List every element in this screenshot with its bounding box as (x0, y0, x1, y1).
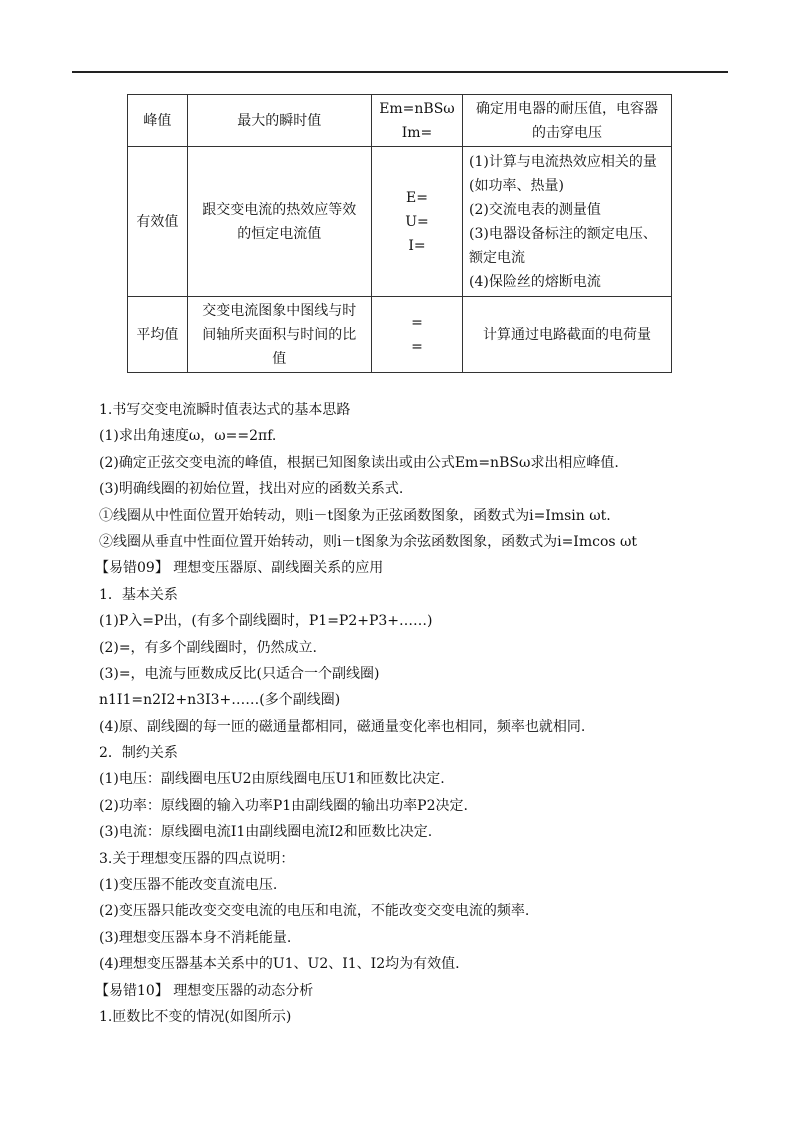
text-line: (1)P入=P出，(有多个副线圈时，P1=P2+P3+……) (99, 613, 433, 630)
text-line: (3)=，电流与匝数成反比(只适合一个副线圈) (99, 665, 380, 682)
text-line: ①线圈从中性面位置开始转动，则i－t图象为正弦函数图象，函数式为i=Imsin ωt. (99, 507, 611, 524)
cell-line: (如功率、热量) (469, 177, 564, 194)
header-rule (72, 71, 728, 73)
table-cell-name: 峰值 (128, 95, 188, 147)
section-heading: 3.关于理想变压器的四点说明： (99, 850, 295, 867)
table-cell-meaning (187, 147, 371, 297)
section-heading: 2．制约关系 (99, 745, 178, 762)
table-cell-application (463, 95, 672, 147)
table-cell-meaning (187, 95, 371, 147)
mistake-label-10: 【易错10】 理想变压器的动态分析 (95, 982, 314, 999)
cell-line: 确定用电器的耐压值，电容器 (476, 100, 659, 117)
cell-line: (1)计算与电流热效应相关的量 (469, 153, 657, 170)
text-line: (4)理想变压器基本关系中的U1、U2、I1、I2均为有效值. (99, 956, 460, 973)
text-line: (2)变压器只能改变交变电流的电压和电流，不能改变交变电流的频率. (99, 903, 530, 920)
section-heading: 1.匝数比不变的情况(如图所示) (99, 1008, 292, 1025)
cell-line: 的恒定电流值 (237, 225, 322, 242)
cell-line: = (411, 314, 423, 331)
text-line: (1)电压：副线圈电压U2由原线圈电压U1和匝数比决定. (99, 771, 445, 788)
text-line: ②线圈从垂直中性面位置开始转动，则i－t图象为余弦函数图象，函数式为i=Imcos ωt (99, 533, 638, 550)
cell-line: 的击穿电压 (532, 124, 603, 141)
cell-line: Im= (401, 124, 433, 141)
table-row (128, 297, 672, 373)
cell-line: U= (405, 213, 429, 230)
table-cell-formula (371, 297, 462, 373)
table-cell-name: 平均值 (128, 297, 188, 373)
text-line: (2)功率：原线圈的输入功率P1由副线圈的输出功率P2决定. (99, 797, 468, 814)
text-line: (3)电流：原线圈电流I1由副线圈电流I2和匝数比决定. (99, 824, 433, 841)
cell-line: 跟交变电流的热效应等效 (202, 201, 357, 218)
cell-line: 值 (272, 350, 287, 367)
cell-line: (3)电器设备标注的额定电压、 (469, 225, 657, 242)
text-line: (4)原、副线圈的每一匝的磁通量都相同，磁通量变化率也相同，频率也就相同. (99, 718, 586, 735)
text-line: (2)确定正弦交变电流的峰值，根据已知图象读出或由公式Em=nBSω求出相应峰值. (99, 454, 619, 471)
cell-line: I= (408, 237, 426, 254)
cell-line: Em=nBSω (379, 100, 455, 117)
text-line: (3)明确线圈的初始位置，找出对应的函数关系式. (99, 481, 404, 498)
table-cell-meaning (187, 297, 371, 373)
cell-line: 交变电流图象中图线与时 (202, 302, 357, 319)
text-line: (1)求出角速度ω，ω==2πf. (99, 428, 277, 445)
cell-line: 计算通过电路截面的电荷量 (483, 326, 652, 343)
cell-line: 最大的瞬时值 (237, 112, 322, 129)
cell-line: = (411, 338, 423, 355)
body-text (95, 397, 739, 1030)
cell-line: 间轴所夹面积与时间的比 (202, 326, 357, 343)
ac-values-table (127, 94, 672, 373)
table-cell-formula (371, 147, 462, 297)
table-cell-name: 有效值 (128, 147, 188, 297)
table-row (128, 95, 672, 147)
text-line: (1)变压器不能改变直流电压. (99, 877, 278, 894)
cell-line: E= (405, 189, 428, 206)
table-cell-application (463, 147, 672, 297)
cell-line: (4)保险丝的熔断电流 (469, 273, 601, 290)
mistake-label-09: 【易错09】 理想变压器原、副线圈关系的应用 (95, 560, 384, 577)
section-heading: 1．基本关系 (99, 586, 178, 603)
table-row (128, 147, 672, 297)
cell-line: 额定电流 (469, 249, 526, 266)
text-line: n1I1=n2I2+n3I3+……(多个副线圈) (99, 692, 341, 709)
table-cell-formula (371, 95, 462, 147)
table-cell-application (463, 297, 672, 373)
cell-line: (2)交流电表的测量值 (469, 201, 601, 218)
text-line: (2)=，有多个副线圈时，仍然成立. (99, 639, 318, 656)
section-heading: 1.书写交变电流瞬时值表达式的基本思路 (99, 402, 351, 418)
text-line: (3)理想变压器本身不消耗能量. (99, 929, 292, 946)
